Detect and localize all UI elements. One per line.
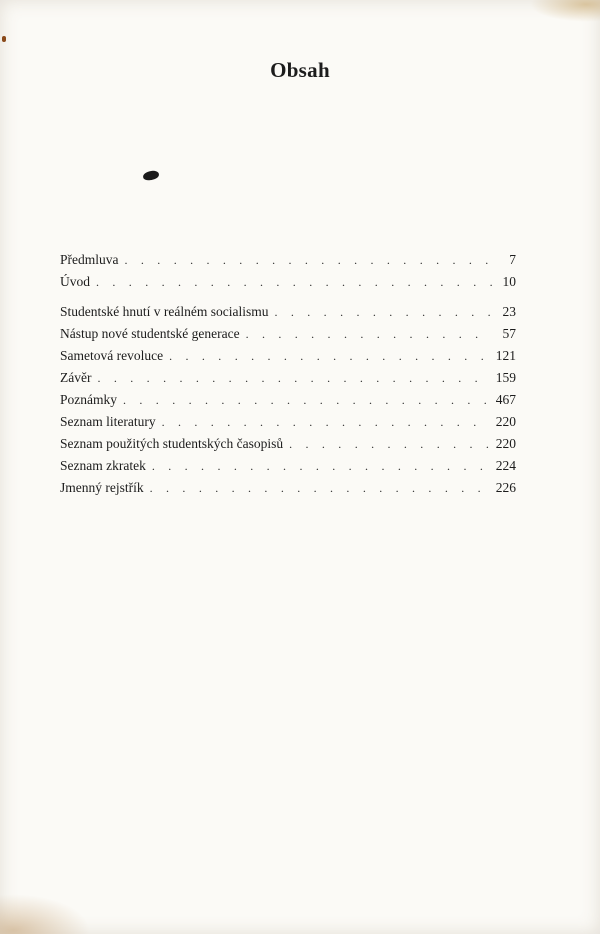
- dot-leader: [169, 349, 490, 364]
- toc-entry-page: 226: [495, 480, 516, 495]
- toc-entry: [60, 274, 516, 296]
- paper-stain: [530, 0, 600, 22]
- toc-entry-page: 220: [495, 414, 516, 429]
- toc-entry: [60, 304, 516, 326]
- toc-entry-page: 121: [495, 348, 516, 363]
- dot-leader: [152, 459, 490, 474]
- toc-entry: [60, 458, 516, 480]
- toc-entry-title: Studentské hnutí v reálném socialismu: [60, 304, 269, 319]
- toc-entry: [60, 370, 516, 392]
- page-title: Obsah: [270, 58, 330, 82]
- toc-entry-title: Seznam literatury: [60, 414, 156, 429]
- dot-leader: [125, 253, 493, 268]
- toc-entry-title: Jmenný rejstřík: [60, 480, 144, 495]
- toc-entry-title: Závěr: [60, 370, 92, 385]
- toc-entry-title: Úvod: [60, 274, 90, 289]
- toc-entry: [60, 326, 516, 348]
- toc-entry-page: 23: [502, 304, 516, 319]
- toc-entry-page: 57: [502, 326, 516, 341]
- toc-entry-title: Sametová revoluce: [60, 348, 164, 363]
- toc-entry-page: 220: [495, 436, 516, 451]
- toc-entry: [60, 436, 516, 458]
- edge-mark: [2, 36, 6, 42]
- table-of-contents: [60, 252, 516, 502]
- dot-leader: [246, 327, 492, 342]
- toc-entry-title: Poznámky: [60, 392, 117, 407]
- toc-entry: [60, 414, 516, 436]
- toc-entry-title: Seznam zkratek: [60, 458, 146, 473]
- dot-leader: [289, 437, 490, 452]
- dot-leader: [97, 371, 489, 386]
- toc-entry-page: 7: [509, 252, 516, 267]
- toc-entry-title: Předmluva: [60, 252, 119, 267]
- ink-blot: [142, 170, 159, 181]
- toc-entry-page: 159: [495, 370, 516, 385]
- toc-entry: [60, 392, 516, 414]
- dot-leader: [274, 305, 492, 320]
- toc-entry-page: 224: [495, 458, 516, 473]
- toc-entry: [60, 480, 516, 502]
- dot-leader: [150, 481, 490, 496]
- paper-stain: [0, 894, 90, 934]
- dot-leader: [162, 415, 490, 430]
- toc-entry-page: 10: [502, 274, 516, 289]
- toc-entry-title: Seznam použitých studentských časopisů: [60, 436, 284, 451]
- toc-entry-page: 467: [495, 392, 516, 407]
- dot-leader: [96, 275, 492, 290]
- toc-entry: [60, 348, 516, 370]
- toc-entry-title: Nástup nové studentské generace: [60, 326, 240, 341]
- dot-leader: [123, 393, 490, 408]
- toc-entry: [60, 252, 516, 274]
